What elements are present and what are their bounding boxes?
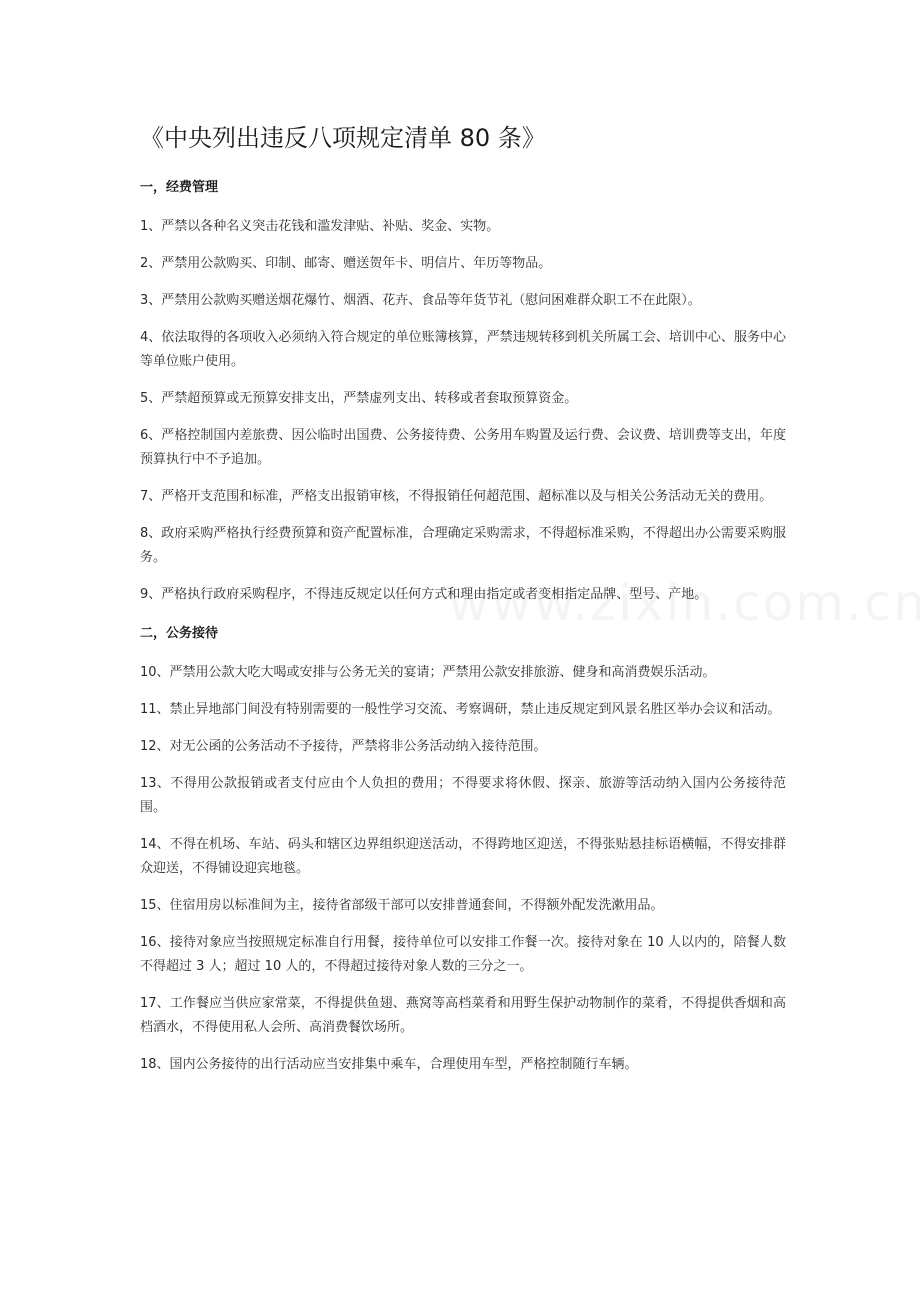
- list-item: 1、严禁以各种名义突击花钱和滥发津贴、补贴、奖金、实物。: [140, 219, 500, 234]
- list-item: 15、住宿用房以标准间为主，接待省部级干部可以安排普通套间，不得额外配发洗漱用品。: [140, 898, 664, 913]
- document-title: 《中央列出违反八项规定清单 80 条》: [140, 124, 546, 152]
- list-item: 11、禁止异地部门间没有特别需要的一般性学习交流、考察调研，禁止违反规定到风景名胜区举办会议和活动。: [140, 702, 781, 717]
- list-item: 18、国内公务接待的出行活动应当安排集中乘车，合理使用车型，严格控制随行车辆。: [140, 1057, 638, 1072]
- section-reception: [140, 620, 786, 1077]
- list-item: 14、不得在机场、车站、码头和辖区边界组织迎送活动，不得跨地区迎送，不得张贴悬挂标语横幅，不得安排群众迎送，不得铺设迎宾地毯。: [140, 837, 786, 876]
- list-item: 3、严禁用公款购买赠送烟花爆竹、烟酒、花卉、食品等年货节礼（慰问困难群众职工不在此限）。: [140, 293, 701, 308]
- list-item: 12、对无公函的公务活动不予接待，严禁将非公务活动纳入接待范围。: [140, 739, 547, 754]
- list-item: 17、工作餐应当供应家常菜，不得提供鱼翅、燕窝等高档菜肴和用野生保护动物制作的菜肴，不得提供香烟和高档酒水，不得使用私人会所、高消费餐饮场所。: [140, 996, 786, 1035]
- document-body: [140, 174, 786, 1090]
- list-item: 13、不得用公款报销或者支付应由个人负担的费用；不得要求将休假、探亲、旅游等活动纳入国内公务接待范围。: [140, 776, 786, 815]
- list-item: 10、严禁用公款大吃大喝或安排与公务无关的宴请；严禁用公款安排旅游、健身和高消费娱乐活动。: [140, 665, 716, 680]
- list-item: 16、接待对象应当按照规定标准自行用餐，接待单位可以安排工作餐一次。接待对象在 10 人以内的，陪餐人数不得超过 3 人；超过 10 人的，不得超过接待对象人数的三分之一。: [140, 935, 786, 974]
- list-item: 9、严格执行政府采购程序，不得违反规定以任何方式和理由指定或者变相指定品牌、型号、产地。: [140, 587, 708, 602]
- section-funding: [140, 174, 786, 607]
- list-item: 8、政府采购严格执行经费预算和资产配置标准，合理确定采购需求，不得超标准采购，不得超出办公需要采购服务。: [140, 526, 786, 565]
- section-heading: 一，经费管理: [140, 180, 219, 195]
- list-item: 5、严禁超预算或无预算安排支出，严禁虚列支出、转移或者套取预算资金。: [140, 391, 578, 406]
- list-item: 7、严格开支范围和标准，严格支出报销审核，不得报销任何超范围、超标准以及与相关公务活动无关的费用。: [140, 489, 773, 504]
- list-item: 2、严禁用公款购买、印制、邮寄、赠送贺年卡、明信片、年历等物品。: [140, 256, 552, 271]
- list-item: 4、依法取得的各项收入必须纳入符合规定的单位账簿核算，严禁违规转移到机关所属工会、培训中心、服务中心等单位账户使用。: [140, 330, 786, 369]
- list-item: 6、严格控制国内差旅费、因公临时出国费、公务接待费、公务用车购置及运行费、会议费、培训费等支出，年度预算执行中不予追加。: [140, 428, 786, 467]
- section-heading: 二，公务接待: [140, 626, 219, 641]
